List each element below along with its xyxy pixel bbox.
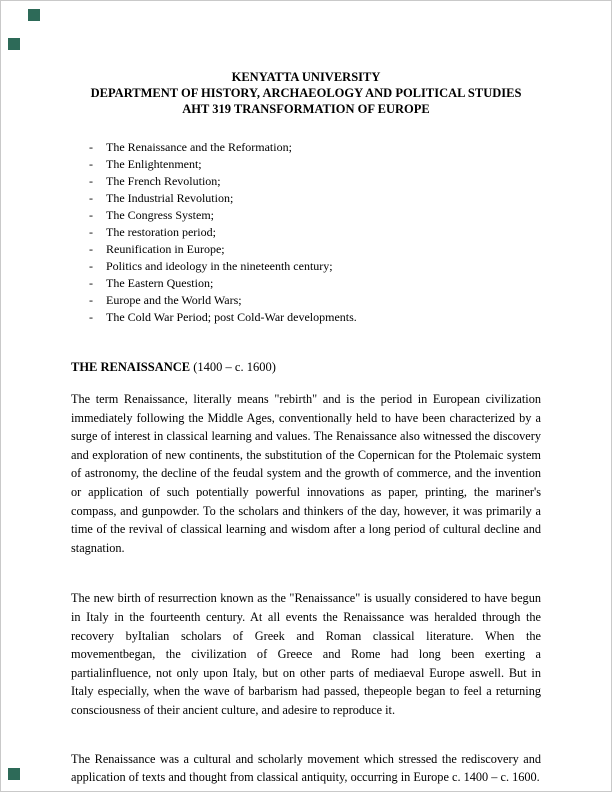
- list-item: [89, 309, 541, 326]
- list-item: [89, 207, 541, 224]
- list-item: [89, 224, 541, 241]
- list-item: [89, 275, 541, 292]
- dash-bullet: -: [89, 310, 93, 324]
- dash-bullet: -: [89, 259, 93, 273]
- list-item: [89, 258, 541, 275]
- dash-bullet: -: [89, 242, 93, 256]
- topic-label: Europe and the World Wars;: [106, 293, 242, 307]
- course-title: AHT 319 TRANSFORMATION OF EUROPE: [182, 102, 430, 116]
- department-title: DEPARTMENT OF HISTORY, ARCHAEOLOGY AND POLITICAL STUDIES: [90, 86, 522, 100]
- university-title: KENYATTA UNIVERSITY: [231, 70, 381, 84]
- paragraph-renaissance-origins: The new birth of resurrection known as the "Renaissance" is usually considered to have begun in Italy in the fourteenth century. At all events the Renaissance was heralded through the recovery byItalian scholars of Greek and Roman classical literature. When the movementbegan, the civilization of Greece and Rome had long been exerting a partialinfluence, not only upon Italy, but on other parts of mediaeval Europe aswell. But in Italy especially, when the wave of barbarism had passed, thepeople began to feel a returning consciousness of their ancient culture, and adesire to reproduce it.: [71, 591, 541, 717]
- list-item: [89, 139, 541, 156]
- document-header: [71, 69, 541, 117]
- topic-label: The Renaissance and the Reformation;: [106, 140, 292, 154]
- dash-bullet: -: [89, 276, 93, 290]
- dash-bullet: -: [89, 174, 93, 188]
- dash-bullet: -: [89, 157, 93, 171]
- scan-artifact-square-icon: [8, 38, 20, 50]
- topic-label: The Cold War Period; post Cold-War developments.: [106, 310, 357, 324]
- list-item: [89, 190, 541, 207]
- section-heading-title: THE RENAISSANCE: [71, 360, 191, 374]
- dash-bullet: -: [89, 208, 93, 222]
- list-item: [89, 156, 541, 173]
- topic-label: Reunification in Europe;: [106, 242, 225, 256]
- topic-label: The restoration period;: [106, 225, 216, 239]
- topic-label: The Industrial Revolution;: [106, 191, 234, 205]
- scan-artifact-square-icon: [8, 768, 20, 780]
- dash-bullet: -: [89, 293, 93, 307]
- dash-bullet: -: [89, 225, 93, 239]
- dash-bullet: -: [89, 191, 93, 205]
- paragraph-renaissance-definition: The term Renaissance, literally means "rebirth" and is the period in European civilization immediately following the Middle Ages, conventionally held to have been characterized by a surge of interest in classical learning and values. The Renaissance also witnessed the discovery and exploration of new continents, the substitution of the Copernican for the Ptolemaic system of astronomy, the decline of the feudal system and the growth of commerce, and the invention or application of such potentially powerful innovations as paper, printing, the mariner's compass, and gunpowder. To the scholars and thinkers of the day, however, it was primarily a time of the revival of classical learning and wisdom after a long period of cultural decline and stagnation.: [71, 392, 541, 555]
- topic-label: The French Revolution;: [106, 174, 221, 188]
- topic-label: The Enlightenment;: [106, 157, 202, 171]
- course-topics-list: [89, 139, 541, 326]
- topic-label: Politics and ideology in the nineteenth century;: [106, 259, 333, 273]
- list-item: [89, 173, 541, 190]
- list-item: [89, 241, 541, 258]
- section-heading-dates: (1400 – c. 1600): [190, 360, 276, 374]
- list-item: [89, 292, 541, 309]
- dash-bullet: -: [89, 140, 93, 154]
- paragraph-renaissance-summary: The Renaissance was a cultural and scholarly movement which stressed the rediscovery and application of texts and thought from classical antiquity, occurring in Europe c. 1400 – c. 1600.: [71, 751, 541, 785]
- page-content: [1, 69, 611, 787]
- topic-label: The Congress System;: [106, 208, 214, 222]
- scan-artifact-square-icon: [28, 9, 40, 21]
- topic-label: The Eastern Question;: [106, 276, 214, 290]
- section-heading: [71, 359, 541, 376]
